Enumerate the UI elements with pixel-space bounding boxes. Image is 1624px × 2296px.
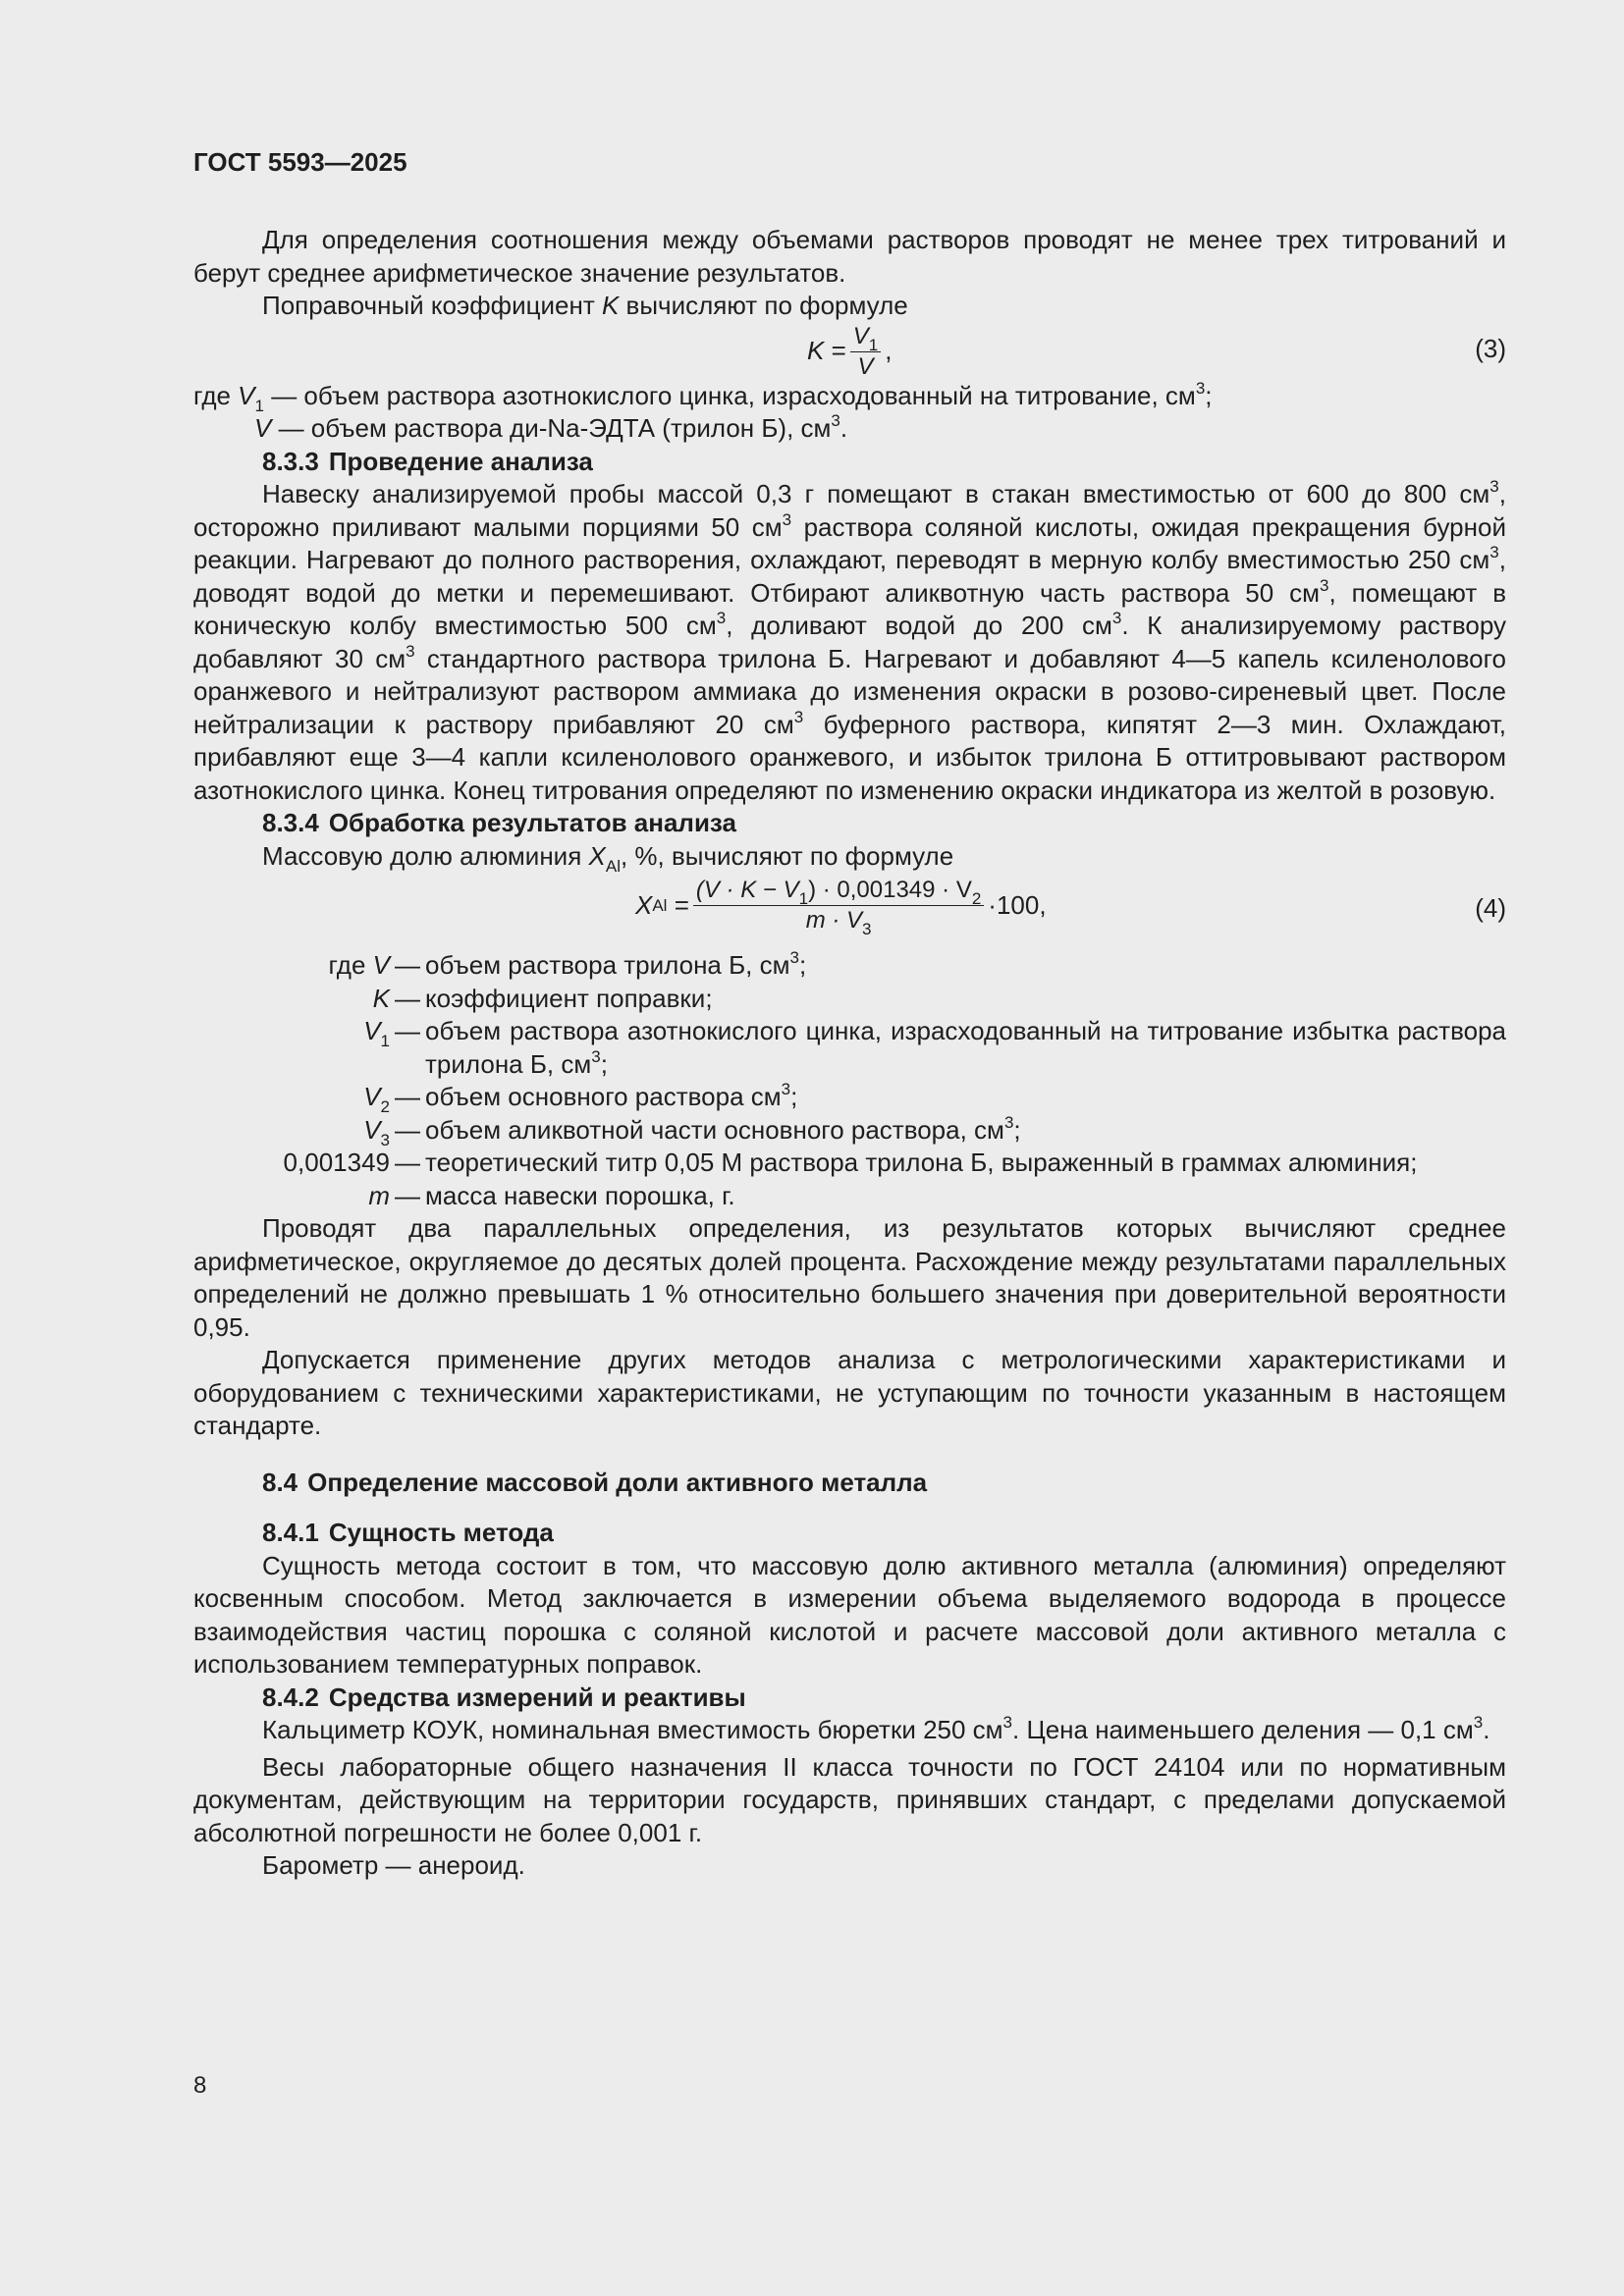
paragraph: Допускается применение других методов анализа с метрологическими характеристиками и оборудованием с техническими характеристиками, не уступающим по точности указанным в настоящем стандарте. bbox=[193, 1345, 1506, 1440]
definition-row bbox=[193, 983, 1506, 1016]
fraction: $\frac{(V \cdot K - V_1) \cdot 0,001349 \cdot V_2}{m \cdot V_3}$ bbox=[693, 877, 984, 934]
where-line: V — объем раствора ди-Na-ЭДТА (трилон Б), $см^3$. bbox=[254, 411, 848, 443]
definition-text: объем основного раствора $см^3$; bbox=[425, 1080, 798, 1111]
definition-dash: — bbox=[395, 950, 420, 980]
section-heading: 8.3.3 Проведение анализа bbox=[262, 446, 593, 476]
document-page bbox=[193, 0, 1506, 2296]
definition-term: m bbox=[368, 1180, 390, 1210]
paragraph: Сущность метода состоит в том, что массовую долю активного металла (алюминия) определяют косвенным способом. Метод заключается в измерении объема выделяемого водорода в процессе взаимодействия частиц порошка с соляной кислотой и расчете массовой доли активного металла с использованием температурных поправок. bbox=[193, 1550, 1506, 1679]
definition-term: $V_3$ bbox=[363, 1114, 390, 1149]
paragraph: Проводят два параллельных определения, из результатов которых вычисляют среднее арифметическое, округляемое до десятых долей процента. Расхождение между результатами параллельных определений не должно превышать 1 % относительно большего значения при доверительной вероятности 0,95. bbox=[193, 1213, 1506, 1342]
paragraph: Поправочный коэффициент K вычисляют по формуле bbox=[262, 291, 908, 320]
definition-row bbox=[193, 1147, 1506, 1180]
definition-dash: — bbox=[395, 1180, 420, 1210]
definition-text: коэффициент поправки; bbox=[425, 983, 713, 1013]
paragraph: Весы лабораторные общего назначения II класса точности по ГОСТ 24104 или по нормативным документам, действующим на территории государств, принявших стандарт, с пределами допускаемой абсолютной погрешности не более 0,001 г. bbox=[193, 1751, 1506, 1847]
definition-text: объем аликвотной части основного раствора, $см^3$; bbox=[425, 1112, 1021, 1145]
formula-number: (3) bbox=[1475, 333, 1506, 363]
definition-dash: — bbox=[395, 1148, 420, 1177]
paragraph: Барометр — анероид. bbox=[262, 1850, 525, 1880]
paragraph: Для определения соотношения между объемами растворов проводят не менее трех титрований и берут среднее арифметическое значение результатов. bbox=[193, 225, 1506, 288]
section-heading: 8.3.4 Обработка результатов анализа bbox=[262, 808, 736, 837]
definition-term: $V_1$ bbox=[363, 1016, 390, 1050]
page-number: 8 bbox=[193, 2072, 207, 2099]
document-body bbox=[193, 224, 1506, 1883]
definition-dash: — bbox=[395, 1114, 420, 1145]
definition-term: где V bbox=[328, 950, 390, 980]
fraction: $\frac{V_1}{V}$ bbox=[850, 323, 881, 381]
definition-text: объем раствора трилона Б, $см^3$; bbox=[425, 948, 807, 980]
definition-row bbox=[193, 1114, 1506, 1148]
definition-term: $V_2$ bbox=[363, 1082, 390, 1116]
definition-row bbox=[193, 1015, 1506, 1081]
definition-dash: — bbox=[395, 983, 420, 1013]
definition-dash: — bbox=[395, 1082, 420, 1111]
document-header: ГОСТ 5593—2025 bbox=[193, 147, 407, 177]
where-line: где $V_1$ — объем раствора азотнокислого цинка, израсходованный на титрование, $см^3$; bbox=[193, 378, 1213, 415]
definition-term: K bbox=[372, 983, 390, 1013]
formula-number: (4) bbox=[1475, 893, 1506, 923]
formula-4: X Al = $\frac{(V \cdot K - V_1) \cdot 0,001349 \cdot V_2}{m \cdot V_3}$ ·100, (4) bbox=[635, 877, 1506, 938]
definition-row bbox=[193, 1081, 1506, 1114]
paragraph: Кальциметр КОУК, номинальная вместимость бюретки 250 $см^3$. Цена наименьшего деления — 0,1 $см^3$. bbox=[262, 1713, 1490, 1744]
section-heading: 8.4.2 Средства измерений и реактивы bbox=[262, 1682, 746, 1712]
definition-text: объем раствора азотнокислого цинка, израсходованный на титрование избытка раствора трилона Б, $см^3$; bbox=[425, 1016, 1506, 1079]
formula-3: K = $\frac{V_1}{V}$ , (3) bbox=[807, 322, 1506, 380]
paragraph: Массовую долю алюминия $X_{Al}$, %, вычисляют по формуле bbox=[262, 840, 954, 876]
definition-dash: — bbox=[395, 1016, 420, 1045]
definition-row bbox=[193, 949, 1506, 983]
variable-definitions bbox=[193, 949, 1506, 1212]
paragraph: Навеску анализируемой пробы массой 0,3 г помещают в стакан вместимостью от 600 до 800 $см^3$, осторожно приливают малыми порциями 50 $см^3$ раствора соляной кислоты, ожидая прекращения бурной реакции. Нагревают до полного растворения, охлаждают, переводят в мерную колбу вместимостью 250 $см^3$, доводят водой до метки и перемешивают. Отбирают аликвотную часть раствора 50 $см^3$, помещают в коническую колбу вместимостью 500 $см^3$, доливают водой до 200 $см^3$. К анализируемому раствору добавляют 30 $см^3$ стандартного раствора трилона Б. Нагревают и добавляют 4—5 капель ксиленолового оранжевого и нейтрализуют раствором аммиака до изменения окраски в розово-сиреневый цвет. После нейтрализации к раствору прибавляют 20 $см^3$ буферного раствора, кипятят 2—3 мин. Охлаждают, прибавляют еще 3—4 капли ксиленолового оранжевого, и избыток трилона Б оттитровывают раствором азотнокислого цинка. Конец титрования определяют по изменению окраски индикатора из желтой в розовую. bbox=[193, 477, 1507, 805]
where-word: где bbox=[328, 950, 366, 980]
definition-row bbox=[193, 1180, 1506, 1213]
definition-term: 0,001349 bbox=[283, 1148, 390, 1177]
definition-text: теоретический титр 0,05 М раствора трилона Б, выраженный в граммах алюминия; bbox=[425, 1148, 1418, 1177]
section-heading: 8.4 Определение массовой доли активного металла bbox=[262, 1467, 928, 1497]
section-heading: 8.4.1 Сущность метода bbox=[262, 1518, 554, 1547]
definition-text: масса навески порошка, г. bbox=[425, 1180, 735, 1210]
